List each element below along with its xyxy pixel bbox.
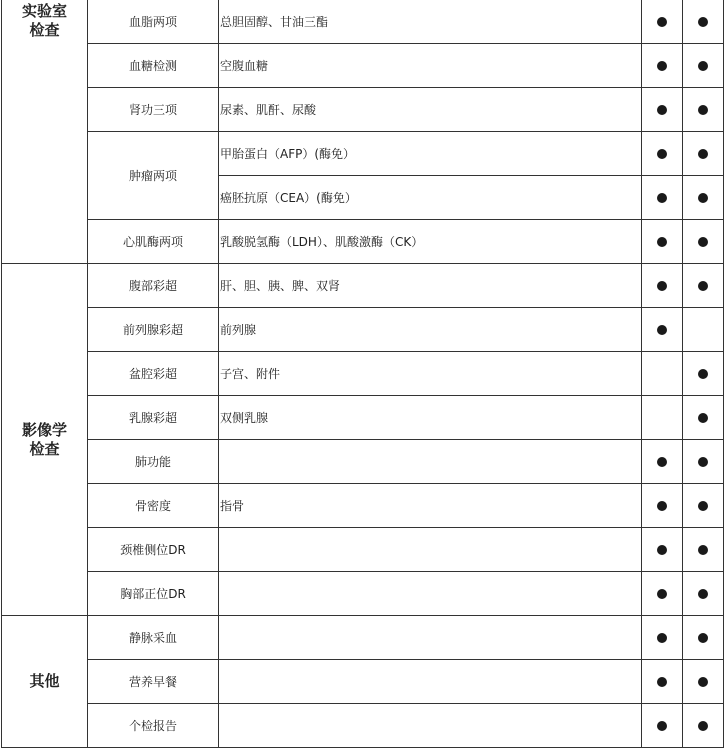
included-dot-icon: [657, 545, 667, 555]
item-detail-cell: [219, 616, 642, 660]
package-1-mark-cell: [642, 616, 683, 660]
item-name: 肺功能: [134, 455, 171, 469]
included-dot-icon: [657, 61, 667, 71]
table-row: [2, 616, 724, 660]
package-2-mark-cell: [683, 132, 724, 176]
package-2-mark-cell: [683, 528, 724, 572]
item-detail: 子宫、附件: [220, 367, 281, 381]
included-dot-icon: [698, 721, 708, 731]
package-1-mark-cell: [642, 660, 683, 704]
package-1-mark-cell: [642, 396, 683, 440]
category-label: [22, 421, 67, 458]
item-name-cell: [88, 220, 219, 264]
package-1-mark-cell: [642, 528, 683, 572]
item-detail-cell: [219, 88, 642, 132]
package-1-mark-cell: [642, 264, 683, 308]
package-2-mark-cell: [683, 484, 724, 528]
table-row: [2, 660, 724, 704]
package-1-mark-cell: [642, 440, 683, 484]
table-row: [2, 528, 724, 572]
category-cell-other-services: [2, 616, 88, 748]
included-dot-icon: [657, 17, 667, 27]
item-name: 血脂两项: [128, 15, 177, 29]
package-2-mark-cell: [683, 616, 724, 660]
table-row: [2, 396, 724, 440]
item-name-cell: [88, 484, 219, 528]
checkup-items-body: [2, 0, 724, 748]
category-cell-imaging-tests: [2, 264, 88, 616]
item-detail: 前列腺: [220, 323, 257, 337]
item-detail-cell: [219, 308, 642, 352]
item-detail-cell: [219, 572, 642, 616]
item-detail-cell: [219, 352, 642, 396]
item-detail-cell: [219, 528, 642, 572]
included-dot-icon: [657, 721, 667, 731]
package-1-mark-cell: [642, 132, 683, 176]
item-name-cell: [88, 704, 219, 748]
item-detail-cell: [219, 264, 642, 308]
included-dot-icon: [657, 589, 667, 599]
item-name: 肾功三项: [128, 103, 177, 117]
item-detail: 癌胚抗原（CEA）(酶免）: [220, 191, 357, 205]
item-detail-cell: [219, 0, 642, 44]
item-detail: 肝、胆、胰、脾、双肾: [220, 279, 341, 293]
included-dot-icon: [698, 193, 708, 203]
table-row: [2, 0, 724, 44]
item-detail: 指骨: [220, 499, 245, 513]
item-name-cell: [88, 660, 219, 704]
item-name: 前列腺彩超: [122, 323, 183, 337]
item-detail: 尿素、肌酐、尿酸: [220, 103, 317, 117]
included-dot-icon: [698, 237, 708, 247]
package-2-mark-cell: [683, 440, 724, 484]
category-label-line: 其他: [29, 672, 60, 690]
included-dot-icon: [698, 633, 708, 643]
table-row: [2, 704, 724, 748]
item-name: 盆腔彩超: [128, 367, 177, 381]
included-dot-icon: [657, 325, 667, 335]
item-name: 心肌酶两项: [122, 235, 183, 249]
item-name-cell: [88, 572, 219, 616]
item-detail-cell: [219, 176, 642, 220]
package-1-mark-cell: [642, 704, 683, 748]
package-1-mark-cell: [642, 308, 683, 352]
included-dot-icon: [657, 677, 667, 687]
package-2-mark-cell: [683, 396, 724, 440]
included-dot-icon: [698, 281, 708, 291]
included-dot-icon: [657, 237, 667, 247]
included-dot-icon: [657, 149, 667, 159]
item-name: 乳腺彩超: [128, 411, 177, 425]
item-detail-cell: [219, 440, 642, 484]
package-2-mark-cell: [683, 704, 724, 748]
item-name: 营养早餐: [128, 675, 177, 689]
package-1-mark-cell: [642, 176, 683, 220]
category-label-line: 检查: [29, 439, 60, 458]
item-name-cell: [88, 88, 219, 132]
included-dot-icon: [657, 457, 667, 467]
category-cell-lab-tests: [2, 0, 88, 264]
item-name-cell: [88, 132, 219, 220]
package-2-mark-cell: [683, 572, 724, 616]
item-name-cell: [88, 528, 219, 572]
package-1-mark-cell: [642, 44, 683, 88]
item-name: 个检报告: [128, 719, 177, 733]
item-detail-cell: [219, 704, 642, 748]
table-row: [2, 572, 724, 616]
item-name: 肿瘤两项: [128, 169, 177, 183]
item-detail-cell: [219, 660, 642, 704]
table-row: [2, 88, 724, 132]
included-dot-icon: [698, 501, 708, 511]
package-1-mark-cell: [642, 572, 683, 616]
item-detail: 甲胎蛋白（AFP）(酶免）: [220, 147, 356, 161]
item-detail: 总胆固醇、甘油三酯: [220, 15, 329, 29]
package-1-mark-cell: [642, 0, 683, 44]
package-2-mark-cell: [683, 352, 724, 396]
table-row: [2, 264, 724, 308]
item-detail: 乳酸脱氢酶（LDH）、肌酸激酶（CK）: [220, 235, 424, 249]
item-detail-cell: [219, 484, 642, 528]
item-name: 骨密度: [134, 499, 171, 513]
category-label-line: 检查: [29, 21, 60, 39]
item-detail: 空腹血糖: [220, 59, 269, 73]
table-row: [2, 308, 724, 352]
included-dot-icon: [698, 369, 708, 379]
category-label-line: 实验室: [21, 2, 67, 20]
package-1-mark-cell: [642, 220, 683, 264]
item-name: 血糖检测: [128, 59, 177, 73]
item-name: 颈椎侧位DR: [120, 543, 186, 557]
item-name: 静脉采血: [128, 631, 177, 645]
category-label-line: 影像学: [21, 420, 67, 439]
item-detail-cell: [219, 44, 642, 88]
item-name-cell: [88, 396, 219, 440]
included-dot-icon: [657, 105, 667, 115]
included-dot-icon: [657, 281, 667, 291]
package-2-mark-cell: [683, 0, 724, 44]
included-dot-icon: [698, 61, 708, 71]
category-label: [2, 2, 87, 40]
package-2-mark-cell: [683, 88, 724, 132]
included-dot-icon: [698, 545, 708, 555]
included-dot-icon: [698, 105, 708, 115]
item-name-cell: [88, 264, 219, 308]
package-2-mark-cell: [683, 660, 724, 704]
package-1-mark-cell: [642, 484, 683, 528]
checkup-items-table: [1, 0, 724, 748]
item-name-cell: [88, 440, 219, 484]
included-dot-icon: [698, 589, 708, 599]
table-row: [2, 352, 724, 396]
included-dot-icon: [698, 149, 708, 159]
package-2-mark-cell: [683, 264, 724, 308]
item-name-cell: [88, 616, 219, 660]
package-1-mark-cell: [642, 88, 683, 132]
category-label: [29, 672, 59, 690]
table-row: [2, 44, 724, 88]
package-2-mark-cell: [683, 220, 724, 264]
item-name-cell: [88, 44, 219, 88]
package-1-mark-cell: [642, 352, 683, 396]
item-name-cell: [88, 0, 219, 44]
item-detail-cell: [219, 396, 642, 440]
included-dot-icon: [657, 193, 667, 203]
item-name-cell: [88, 352, 219, 396]
included-dot-icon: [698, 17, 708, 27]
included-dot-icon: [698, 457, 708, 467]
item-detail-cell: [219, 132, 642, 176]
item-detail: 双侧乳腺: [220, 411, 269, 425]
included-dot-icon: [657, 501, 667, 511]
table-row: [2, 132, 724, 176]
table-row: [2, 440, 724, 484]
item-name: 腹部彩超: [128, 279, 177, 293]
item-name: 胸部正位DR: [120, 587, 186, 601]
included-dot-icon: [698, 677, 708, 687]
package-2-mark-cell: [683, 308, 724, 352]
package-2-mark-cell: [683, 44, 724, 88]
included-dot-icon: [698, 413, 708, 423]
item-detail-cell: [219, 220, 642, 264]
included-dot-icon: [657, 633, 667, 643]
item-name-cell: [88, 308, 219, 352]
package-2-mark-cell: [683, 176, 724, 220]
table-row: [2, 220, 724, 264]
table-row: [2, 484, 724, 528]
